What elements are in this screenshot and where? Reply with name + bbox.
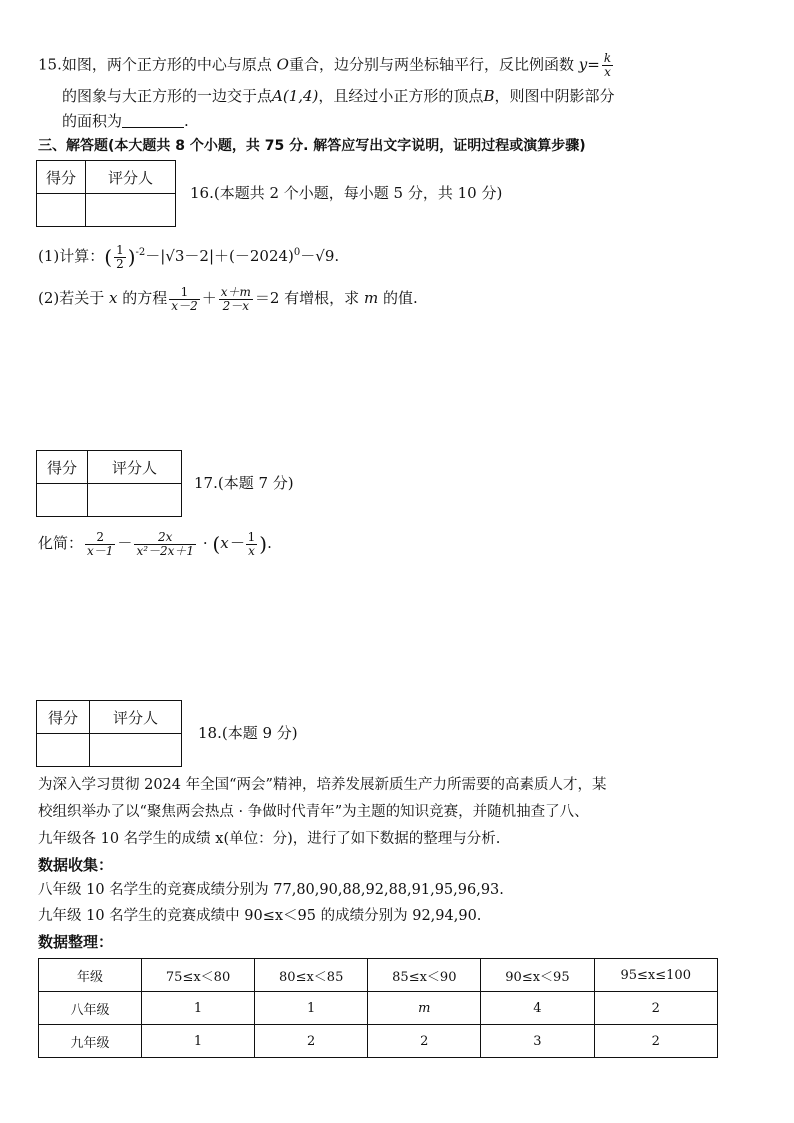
q15-text-b: 重合，边分别与两坐标轴平行，反比例函数 bbox=[288, 55, 574, 74]
q16-f2 bbox=[219, 286, 253, 313]
q16-half-den: 2 bbox=[116, 256, 124, 271]
table-cell: 1 bbox=[142, 1025, 255, 1058]
score-label: 得分 bbox=[37, 701, 90, 734]
q17-f3-num: 1 bbox=[247, 529, 256, 544]
q16-f1 bbox=[169, 286, 199, 313]
table-cell: 4 bbox=[481, 992, 594, 1025]
table-cell: 3 bbox=[481, 1025, 594, 1058]
table-cell: 2 bbox=[594, 1025, 718, 1058]
q16-p1-exponent: -2 bbox=[135, 247, 146, 258]
q17-minus: － bbox=[117, 534, 133, 552]
q17-f2-num: 2x bbox=[134, 531, 196, 545]
q15-line1 bbox=[38, 52, 615, 79]
data-organize-title: 数据整理： bbox=[38, 933, 114, 951]
q16-p2-m: m bbox=[363, 289, 379, 307]
frequency-table bbox=[38, 958, 718, 1058]
q15-func-num: k bbox=[603, 51, 612, 65]
q16-p2-label: (2)若关于 bbox=[38, 289, 105, 307]
q18-score-box bbox=[36, 700, 182, 767]
q16-f2-num: x＋m bbox=[220, 284, 251, 299]
table-cell: 1 bbox=[255, 992, 368, 1025]
q16-p2-mid: 的方程 bbox=[122, 289, 168, 307]
q15-number: 15. bbox=[38, 55, 62, 74]
q15-answer-blank[interactable] bbox=[122, 113, 184, 128]
q17-label: 化简： bbox=[38, 534, 84, 552]
q16-f2-den: 2－x bbox=[222, 298, 249, 313]
q15-line2 bbox=[62, 86, 614, 106]
q16-p2-end: 的值. bbox=[382, 289, 418, 307]
q15-line2-c: ，则图中阴影部分 bbox=[494, 87, 615, 105]
q16-half-fraction bbox=[114, 244, 126, 271]
grader-cell[interactable] bbox=[88, 484, 182, 517]
table-cell: 2 bbox=[594, 992, 718, 1025]
q18-para-line3: 九年级各 10 名学生的成绩 x(单位：分)，进行了如下数据的整理与分析. bbox=[38, 831, 501, 847]
score-cell[interactable] bbox=[37, 484, 88, 517]
q17-inner: x－ bbox=[220, 534, 244, 552]
grade8-scores: 八年级 10 名学生的竞赛成绩分别为 77,80,90,88,92,88,91,95,96,93. bbox=[38, 882, 504, 898]
q16-header: 16.(本题共 2 个小题，每小题 5 分，共 10 分) bbox=[190, 184, 503, 202]
q16-part1 bbox=[38, 240, 339, 271]
q15-point-b: B bbox=[483, 87, 495, 105]
q17-f3 bbox=[246, 531, 258, 558]
q15-point-o: O bbox=[276, 55, 289, 74]
q16-half-num: 1 bbox=[116, 242, 124, 257]
table-cell: 2 bbox=[255, 1025, 368, 1058]
q17-f1 bbox=[85, 531, 115, 558]
q18-para-line2: 校组织举办了以“聚焦两会热点 · 争做时代青年”为主题的知识竞赛，并随机抽查了八、 bbox=[38, 804, 589, 820]
q16-p1-zero-exp: 0 bbox=[293, 247, 301, 258]
q15-point-a: A(1,4) bbox=[272, 87, 319, 105]
q15-text-a: 如图，两个正方形的中心与原点 bbox=[61, 55, 272, 74]
q15-func-den: x bbox=[604, 65, 611, 79]
grader-cell[interactable] bbox=[86, 194, 176, 227]
q16-score-box bbox=[36, 160, 176, 227]
table-header-cell: 90≤x＜95 bbox=[481, 959, 594, 992]
score-cell[interactable] bbox=[37, 734, 90, 767]
grader-label: 评分人 bbox=[90, 701, 182, 734]
section-heading: 三、解答题(本大题共 8 个小题，共 75 分. 解答应写出文字说明，证明过程或演算步骤) bbox=[38, 138, 586, 154]
q16-p1-tail: －√9. bbox=[300, 247, 340, 265]
score-cell[interactable] bbox=[37, 194, 86, 227]
table-header-row bbox=[39, 959, 718, 992]
table-header-cell: 85≤x＜90 bbox=[368, 959, 481, 992]
grade9-scores: 九年级 10 名学生的竞赛成绩中 90≤x＜95 的成绩分别为 92,94,90. bbox=[38, 908, 482, 924]
grader-label: 评分人 bbox=[86, 161, 176, 194]
table-row bbox=[39, 1025, 718, 1058]
table-cell: m bbox=[368, 992, 481, 1025]
q17-header: 17.(本题 7 分) bbox=[194, 474, 294, 492]
q16-p1-paren-close: ) bbox=[127, 245, 136, 269]
score-label: 得分 bbox=[37, 161, 86, 194]
grader-label: 评分人 bbox=[88, 451, 182, 484]
q16-f1-den: x－2 bbox=[171, 298, 198, 313]
q17-f2-den: x²－2x＋1 bbox=[136, 543, 195, 558]
q17-f2 bbox=[134, 531, 196, 558]
q16-p2-plus: ＋ bbox=[201, 289, 217, 307]
table-cell: 八年级 bbox=[39, 992, 142, 1025]
q18-para-line1: 为深入学习贯彻 2024 年全国“两会”精神，培养发展新质生产力所需要的高素质人才，某 bbox=[38, 777, 607, 793]
q17-end: . bbox=[267, 534, 272, 552]
q16-p2-x: x bbox=[109, 289, 118, 307]
table-cell: 九年级 bbox=[39, 1025, 142, 1058]
table-header-cell: 95≤x≤100 bbox=[594, 959, 718, 992]
q16-p2-eq: ＝2 有增根，求 bbox=[254, 289, 360, 307]
q17-f3-den: x bbox=[248, 543, 255, 558]
q18-header: 18.(本题 9 分) bbox=[198, 724, 298, 742]
table-header-cell: 75≤x＜80 bbox=[142, 959, 255, 992]
table-header-cell: 年级 bbox=[39, 959, 142, 992]
table-cell: 2 bbox=[368, 1025, 481, 1058]
q16-f1-num: 1 bbox=[169, 286, 199, 300]
q16-p1-rest: －|√3－2|＋(－2024) bbox=[145, 247, 294, 265]
table-header-cell: 80≤x＜85 bbox=[255, 959, 368, 992]
q15-line3-a: 的面积为 bbox=[62, 112, 123, 130]
score-label: 得分 bbox=[37, 451, 88, 484]
q15-line3-end: . bbox=[184, 112, 189, 130]
table-row bbox=[39, 992, 718, 1025]
q16-part2 bbox=[38, 284, 418, 313]
q15-line2-a: 的图象与大正方形的一边交于点 bbox=[62, 87, 273, 105]
q15-func-y: y= bbox=[578, 55, 600, 74]
q17-score-box bbox=[36, 450, 182, 517]
q17-dot: · bbox=[198, 534, 213, 552]
data-collect-title: 数据收集： bbox=[38, 856, 114, 874]
q17-paren-open: ( bbox=[212, 532, 221, 556]
table-cell: 1 bbox=[142, 992, 255, 1025]
q17-f1-num: 2 bbox=[85, 531, 115, 545]
q15-func-fraction bbox=[602, 52, 613, 79]
q17-expression bbox=[38, 528, 272, 559]
q15-line3 bbox=[62, 111, 189, 131]
q16-p1-paren-open: ( bbox=[104, 245, 113, 269]
q17-paren-close: ) bbox=[259, 532, 268, 556]
q15-line2-b: ，且经过小正方形的顶点 bbox=[318, 87, 484, 105]
q17-f1-den: x－1 bbox=[87, 543, 114, 558]
q16-p1-label: (1)计算： bbox=[38, 247, 105, 265]
grader-cell[interactable] bbox=[90, 734, 182, 767]
